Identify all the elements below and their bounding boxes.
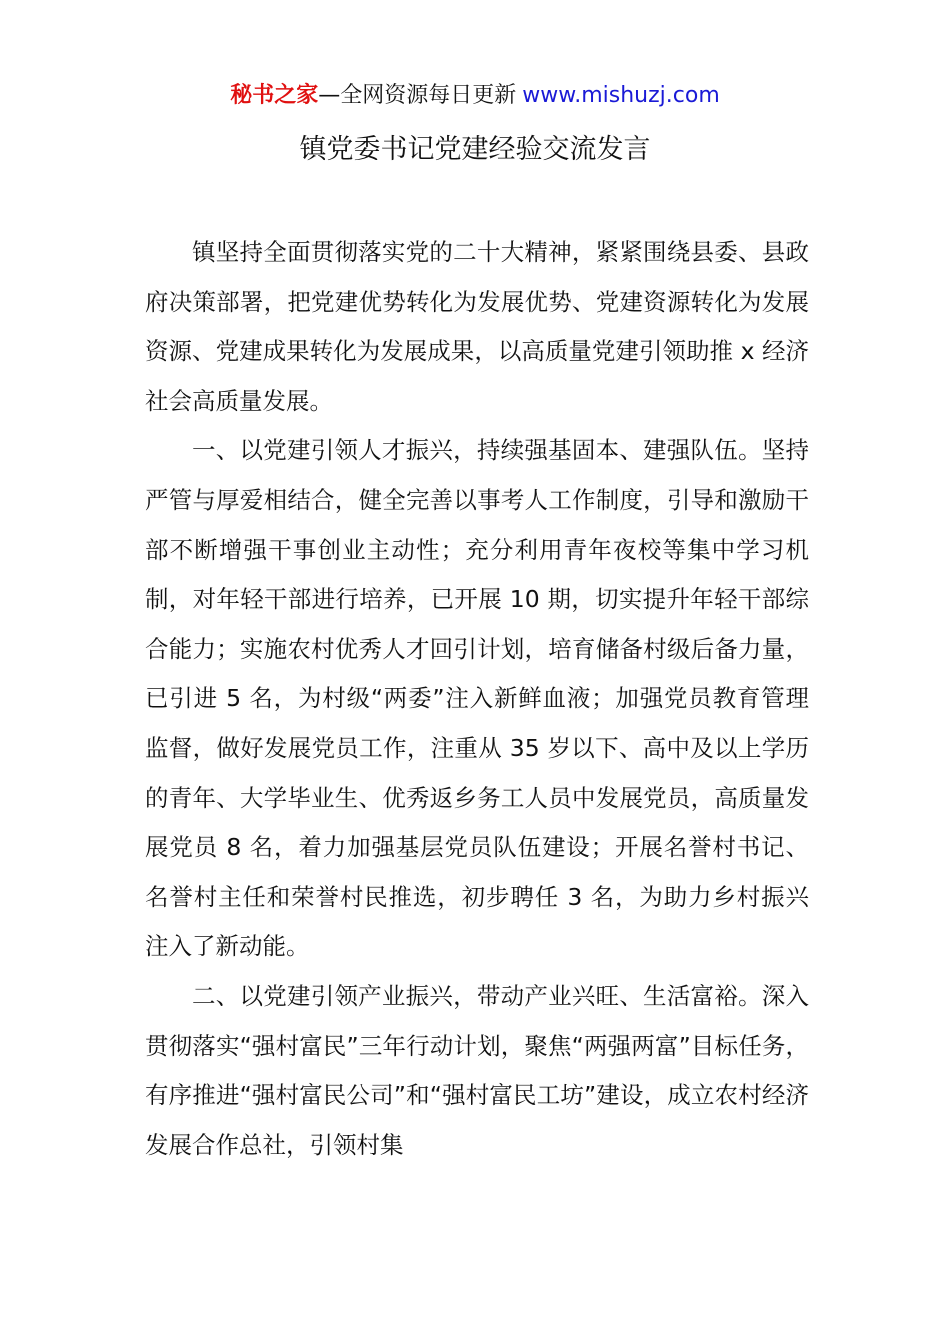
document-body — [145, 228, 809, 1170]
document-title: 镇党委书记党建经验交流发言 — [299, 134, 651, 165]
paragraph-intro: 镇坚持全面贯彻落实党的二十大精神，紧紧围绕县委、县政府决策部署，把党建优势转化为发展优势、党建资源转化为发展资源、党建成果转化为发展成果，以高质量党建引领助推 x 经济社会高质量发展。 — [145, 238, 809, 415]
site-header — [0, 80, 950, 112]
site-slogan: —全网资源每日更新 — [318, 83, 517, 108]
paragraph-industry: 二、以党建引领产业振兴，带动产业兴旺、生活富裕。深入贯彻落实“强村富民”三年行动计划，聚焦“两强两富”目标任务，有序推进“强村富民公司”和“强村富民工坊”建设，成立农村经济发展合作总社，引领村集 — [145, 981, 809, 1159]
paragraph-talent: 一、以党建引领人才振兴，持续强基固本、建强队伍。坚持严管与厚爱相结合，健全完善以事考人工作制度，引导和激励干部不断增强干事创业主动性；充分利用青年夜校等集中学习机制，对年轻干部进行培养，已开展 10 期，切实提升年轻干部综合能力；实施农村优秀人才回引计划，培育储备村级后备力量，已引进 5 名，为村级“两委”注入新鲜血液；加强党员教育管理监督，做好发展党员工作，注重从 35 岁以下、高中及以上学历的青年、大学毕业生、优秀返乡务工人员中发展党员，高质量发展党员 8 名，着力加强基层党员队伍建设；开展名誉村书记、名誉村主任和荣誉村民推选，初步聘任 3 名，为助力乡村振兴注入了新动能。 — [145, 436, 809, 961]
site-name: 秘书之家 — [230, 83, 319, 108]
site-url-link[interactable]: www.mishuzj.com — [522, 83, 720, 108]
